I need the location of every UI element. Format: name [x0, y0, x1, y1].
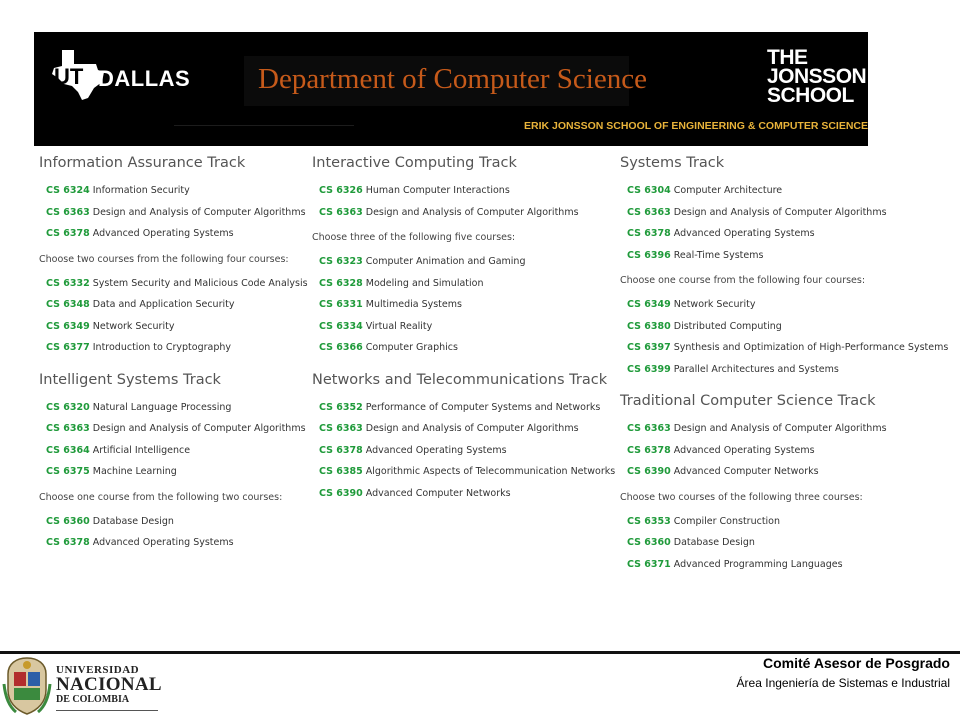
- course-name: Information Security: [92, 185, 190, 196]
- course-item: [620, 337, 949, 359]
- course-code: CS 6349: [627, 299, 671, 310]
- course-code: CS 6320: [46, 401, 90, 413]
- choose-instruction: Choose two courses of the following three courses:: [620, 491, 863, 503]
- course-item: [620, 440, 940, 462]
- course-code: CS 6363: [46, 423, 90, 434]
- course-code: CS 6375: [46, 466, 90, 477]
- course-item: [39, 461, 299, 483]
- course-code: CS 6366: [319, 342, 363, 353]
- university-name: [56, 664, 162, 706]
- course-name: Advanced Operating Systems: [673, 444, 815, 456]
- course-code: CS 6304: [627, 185, 671, 196]
- course-item: [312, 202, 612, 224]
- course-name: Design and Analysis of Computer Algorithms: [673, 206, 887, 218]
- course-item: [312, 294, 612, 316]
- course-item: [39, 316, 299, 338]
- course-item: [312, 483, 612, 505]
- track-section: [312, 152, 612, 359]
- svg-text:UT: UT: [54, 64, 84, 89]
- course-name: Design and Analysis of Computer Algorithms: [92, 206, 306, 218]
- choose-instruction: Choose one course from the following four courses:: [620, 275, 866, 286]
- course-name: Modeling and Simulation: [365, 277, 484, 289]
- header-banner: [34, 32, 868, 146]
- course-item: [620, 532, 940, 554]
- track-title: Systems Track: [620, 155, 725, 171]
- track-title: Information Assurance Track: [39, 155, 246, 171]
- course-item: [312, 273, 612, 295]
- course-item: [312, 180, 612, 202]
- course-name: Advanced Operating Systems: [365, 444, 507, 456]
- banner-divider: [174, 125, 354, 126]
- course-name: Computer Graphics: [365, 342, 458, 353]
- course-code: CS 6349: [46, 320, 90, 332]
- course-code: CS 6390: [627, 466, 671, 477]
- course-name: Advanced Computer Networks: [673, 466, 819, 477]
- track-column: [312, 152, 616, 514]
- track-title: Intelligent Systems Track: [39, 371, 221, 388]
- track-section: [620, 390, 940, 575]
- course-name: Network Security: [673, 299, 756, 310]
- track-section: [39, 369, 306, 554]
- choose-instruction: Choose one course from the following two courses:: [39, 491, 283, 503]
- course-name: Advanced Computer Networks: [365, 487, 511, 499]
- course-name: Algorithmic Aspects of Telecommunication Networks: [365, 466, 616, 477]
- course-code: CS 6399: [627, 363, 671, 375]
- course-item: [39, 532, 299, 554]
- track-section: [39, 152, 308, 359]
- course-name: Design and Analysis of Computer Algorithms: [365, 423, 579, 434]
- course-code: CS 6378: [319, 444, 363, 456]
- course-name: Advanced Operating Systems: [92, 228, 234, 239]
- jonsson-line: SCHOOL: [767, 84, 854, 107]
- course-name: Distributed Computing: [673, 320, 782, 332]
- course-code: CS 6353: [627, 515, 671, 527]
- course-code: CS 6380: [627, 320, 671, 332]
- course-name: Virtual Reality: [365, 320, 433, 332]
- university-line: NACIONAL: [56, 674, 162, 695]
- course-code: CS 6332: [46, 277, 90, 289]
- course-code: CS 6363: [627, 423, 671, 434]
- course-item: [39, 223, 299, 245]
- course-name: Performance of Computer Systems and Networks: [365, 401, 601, 413]
- course-name: Computer Architecture: [673, 185, 783, 196]
- course-code: CS 6352: [319, 401, 363, 413]
- course-name: Human Computer Interactions: [365, 185, 510, 196]
- course-name: Advanced Programming Languages: [673, 558, 843, 570]
- utd-logo-text: DALLAS: [98, 66, 191, 91]
- course-name: Computer Animation and Gaming: [365, 256, 526, 267]
- course-code: CS 6378: [46, 537, 90, 548]
- track-title: Networks and Telecommunications Track: [312, 371, 608, 388]
- course-code: CS 6378: [627, 228, 671, 239]
- course-name: Database Design: [673, 537, 755, 548]
- course-code: CS 6360: [46, 515, 90, 527]
- school-full-name: ERIK JONSSON SCHOOL OF ENGINEERING & COMPUTER SCIENCE: [524, 120, 869, 132]
- course-code: CS 6397: [627, 342, 671, 353]
- course-code: CS 6390: [319, 487, 363, 499]
- course-item: [620, 245, 940, 267]
- course-code: CS 6396: [627, 249, 671, 261]
- course-code: CS 6377: [46, 342, 90, 353]
- course-name: System Security and Malicious Code Analysis: [92, 277, 308, 289]
- committee-label: Comité Asesor de Posgrado: [763, 655, 950, 671]
- track-section: [620, 152, 949, 380]
- course-code: CS 6360: [627, 537, 671, 548]
- track-column: [620, 152, 949, 585]
- track-title: Traditional Computer Science Track: [620, 393, 876, 409]
- course-name: Advanced Operating Systems: [673, 228, 815, 239]
- course-code: CS 6385: [319, 466, 363, 477]
- course-code: CS 6324: [46, 185, 90, 196]
- course-item: [620, 359, 940, 381]
- course-name: Artificial Intelligence: [92, 444, 191, 456]
- course-item: [39, 511, 299, 533]
- course-item: [39, 397, 299, 419]
- course-item: [312, 397, 612, 419]
- course-item: [620, 316, 940, 338]
- course-name: Machine Learning: [92, 466, 177, 477]
- choose-instruction: Choose two courses from the following four courses:: [39, 253, 289, 265]
- course-name: Database Design: [92, 515, 174, 527]
- course-code: CS 6363: [46, 206, 90, 218]
- area-label: Área Ingeniería de Sistemas e Industrial: [736, 676, 950, 690]
- course-item: [312, 461, 616, 483]
- course-item: [312, 440, 612, 462]
- course-name: Compiler Construction: [673, 515, 781, 527]
- course-item: [620, 461, 940, 483]
- course-item: [312, 316, 612, 338]
- course-item: [620, 294, 940, 316]
- course-item: [312, 251, 612, 273]
- course-name: Network Security: [92, 320, 175, 332]
- jonsson-line: THE: [767, 46, 808, 69]
- track-title: Interactive Computing Track: [312, 155, 517, 171]
- course-name: Data and Application Security: [92, 299, 235, 310]
- course-name: Design and Analysis of Computer Algorithms: [673, 423, 887, 434]
- course-item: [620, 554, 940, 576]
- course-code: CS 6363: [319, 423, 363, 434]
- footer-rule: [0, 651, 960, 654]
- course-name: Design and Analysis of Computer Algorithms: [365, 206, 579, 218]
- course-name: Multimedia Systems: [365, 299, 462, 310]
- course-item: [39, 180, 299, 202]
- course-code: CS 6363: [319, 206, 363, 218]
- university-underline: [56, 710, 158, 711]
- university-crest-icon: [2, 654, 52, 718]
- course-name: Parallel Architectures and Systems: [673, 363, 839, 375]
- course-name: Synthesis and Optimization of High-Performance Systems: [673, 342, 949, 353]
- course-item: [620, 180, 940, 202]
- choose-instruction: Choose three of the following five courses:: [312, 232, 516, 243]
- track-section: [312, 369, 616, 505]
- course-item: [39, 440, 299, 462]
- university-line: DE COLOMBIA: [56, 694, 130, 705]
- course-name: Natural Language Processing: [92, 401, 232, 413]
- course-item: [620, 223, 940, 245]
- jonsson-line: JONSSON: [767, 65, 867, 88]
- course-name: Design and Analysis of Computer Algorithms: [92, 423, 306, 434]
- department-title: Department of Computer Science: [258, 63, 647, 95]
- course-item: [39, 418, 306, 440]
- course-code: CS 6371: [627, 558, 671, 570]
- course-name: Real-Time Systems: [673, 249, 764, 261]
- track-column: [39, 152, 308, 564]
- course-name: Introduction to Cryptography: [92, 342, 232, 353]
- course-item: [39, 294, 299, 316]
- jonsson-school-logo: [767, 48, 866, 105]
- course-code: CS 6323: [319, 256, 363, 267]
- course-item: [620, 202, 940, 224]
- course-code: CS 6378: [46, 228, 90, 239]
- course-item: [39, 202, 306, 224]
- course-code: CS 6334: [319, 320, 363, 332]
- course-code: CS 6348: [46, 299, 90, 310]
- course-item: [620, 418, 940, 440]
- course-item: [620, 511, 940, 533]
- course-item: [312, 418, 612, 440]
- course-code: CS 6363: [627, 206, 671, 218]
- university-line: UNIVERSIDAD: [56, 664, 140, 676]
- course-code: CS 6326: [319, 185, 363, 196]
- course-item: [312, 337, 612, 359]
- course-name: Advanced Operating Systems: [92, 537, 234, 548]
- course-code: CS 6328: [319, 277, 363, 289]
- course-item: [39, 337, 299, 359]
- course-item: [39, 273, 308, 295]
- course-code: CS 6331: [319, 299, 363, 310]
- course-code: CS 6378: [627, 444, 671, 456]
- course-code: CS 6364: [46, 444, 90, 456]
